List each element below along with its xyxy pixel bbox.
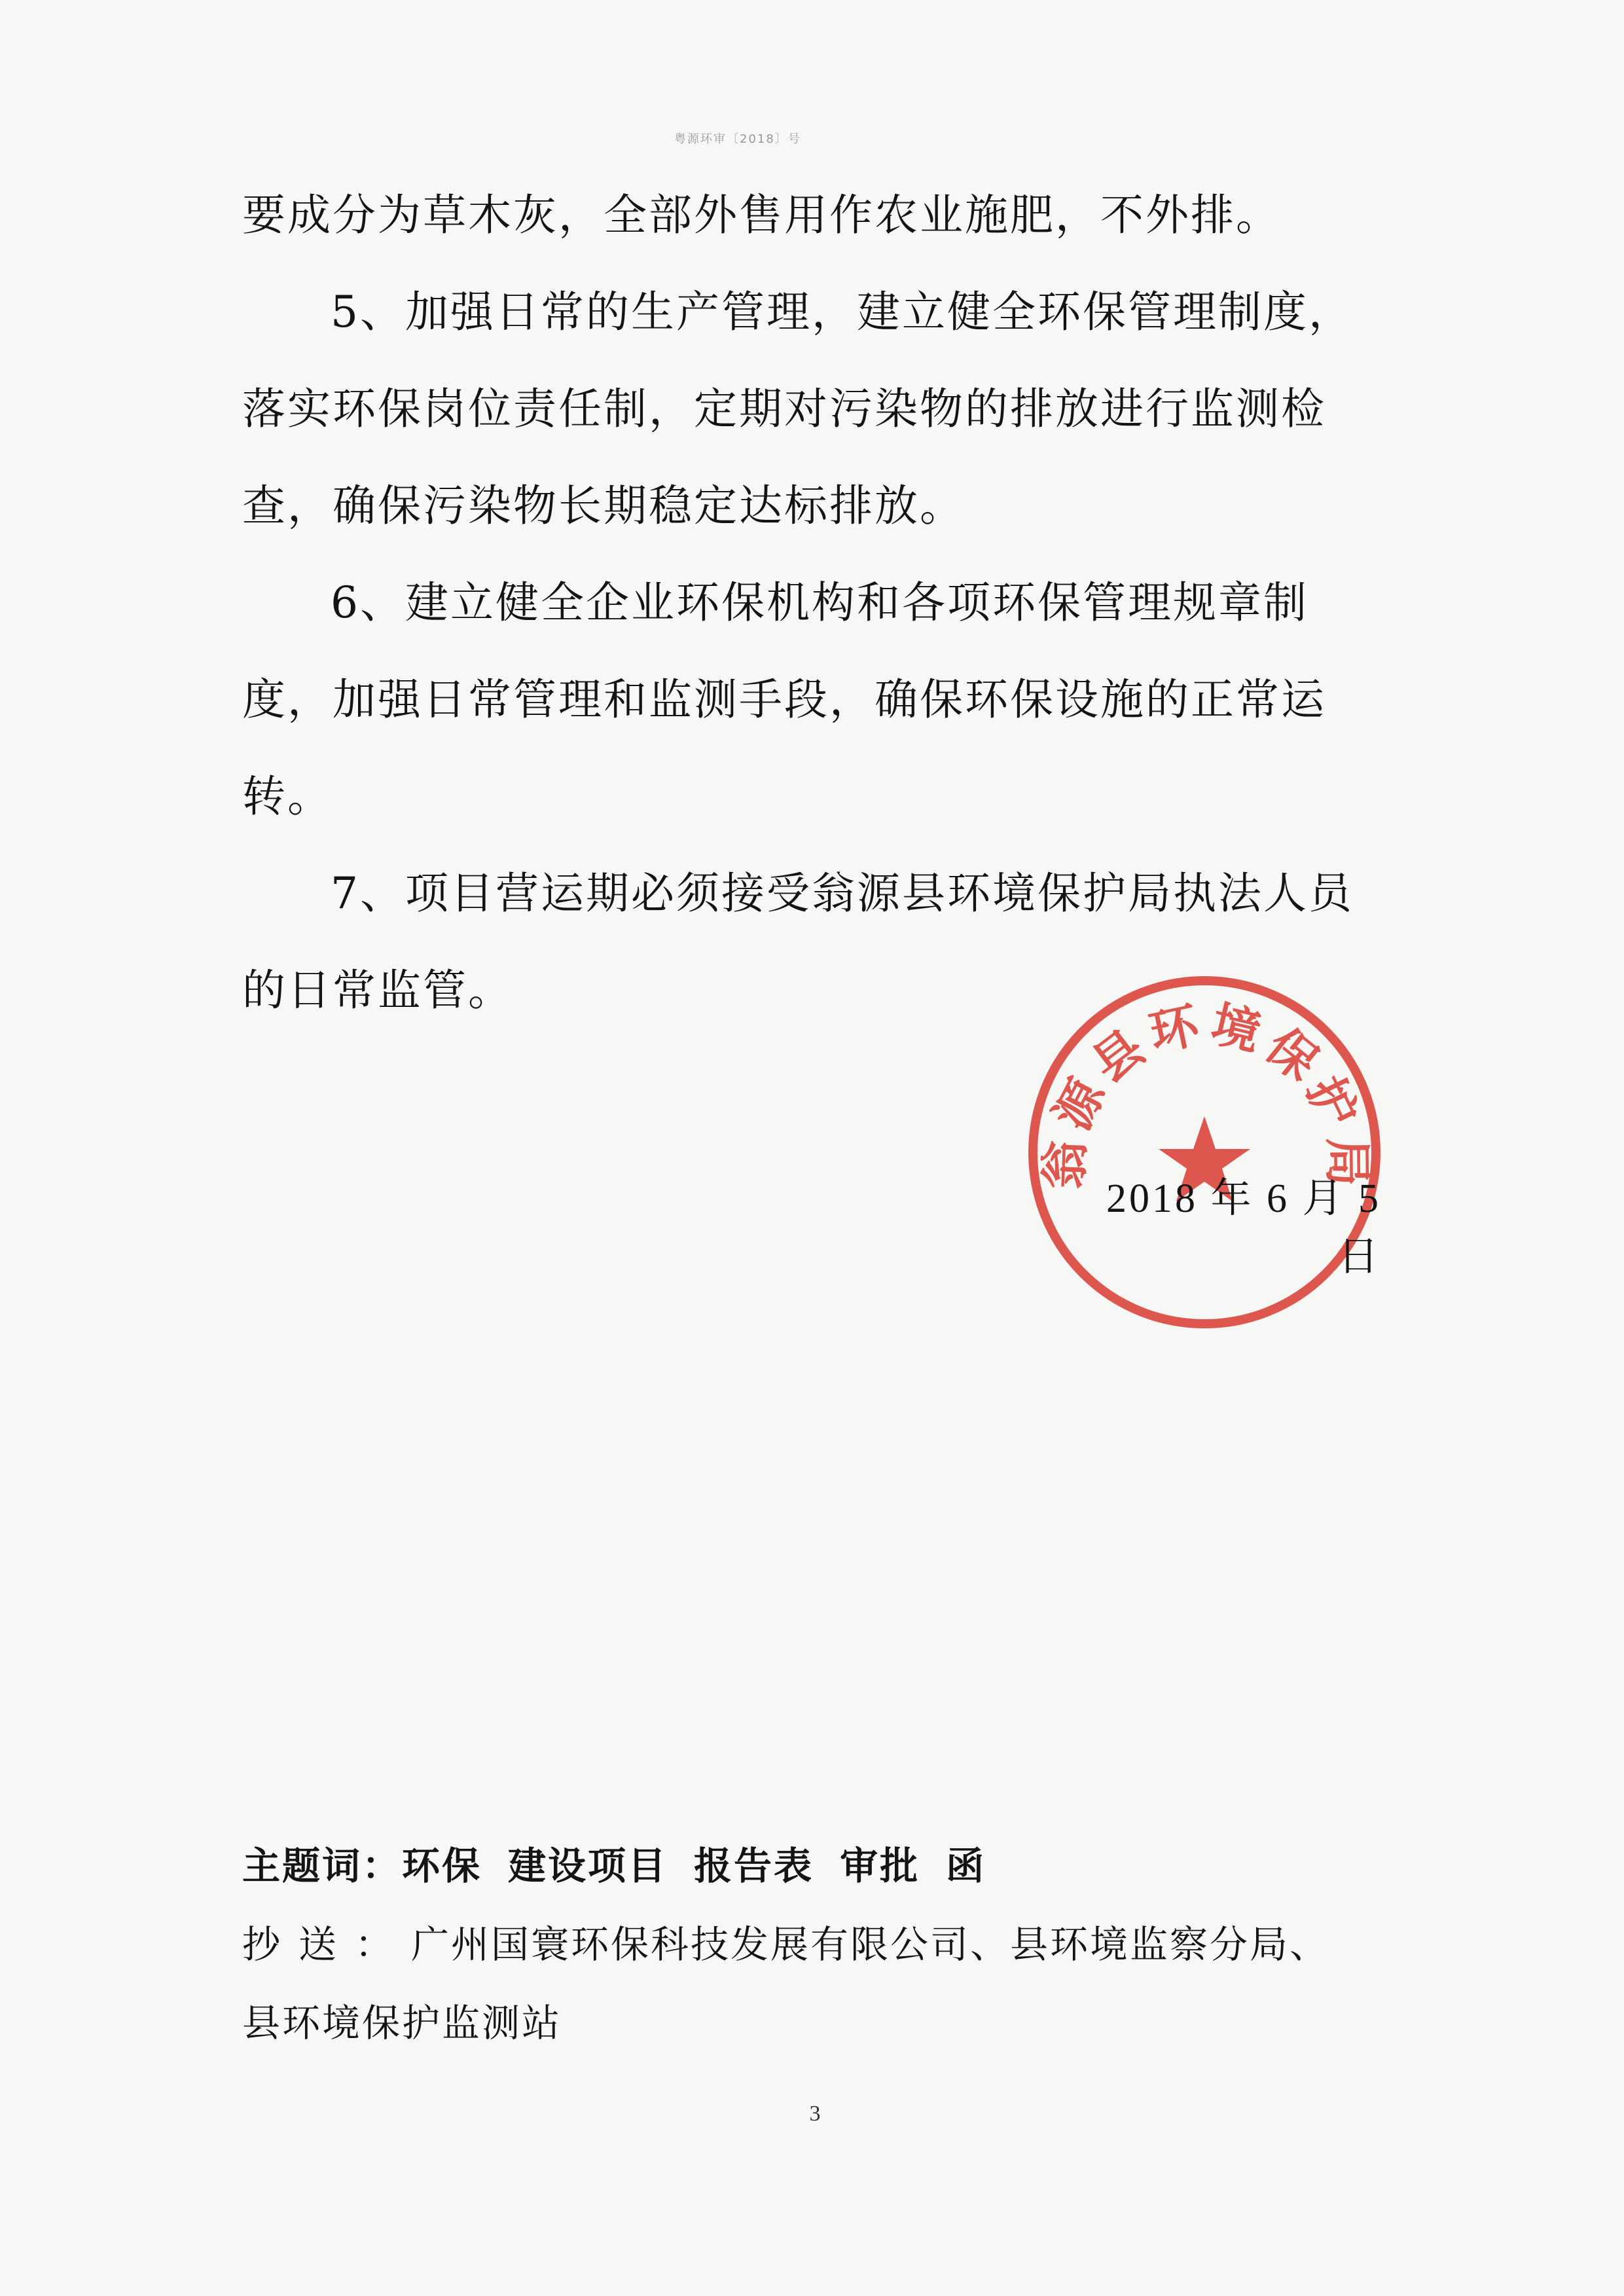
cc-label: 抄送： [242, 1922, 412, 1967]
faint-header-mark: 粤源环审〔2018〕号 [674, 132, 801, 146]
keyword-item: 函 [946, 1844, 986, 1888]
paragraph-4: 7、项目营运期必须接受翁源县环境保护局执法人员的日常监管。 [242, 868, 1354, 1015]
cc-block [242, 1905, 1388, 2062]
issue-date: 2018 年 6 月 5 日 [1106, 1176, 1381, 1279]
paragraph-2: 5、加强日常的生产管理，建立健全环保管理制度，落实环保岗位责任制，定期对污染物的排放进行监测检查，确保污染物长期稳定达标排放。 [242, 287, 1354, 531]
keyword-item: 建设项目 [508, 1844, 668, 1888]
keywords-label: 主题词： [242, 1844, 403, 1888]
keywords-line [242, 1833, 1388, 1899]
keyword-item: 环保 [402, 1844, 482, 1888]
cc-recipients-2: 县环境保护监测站 [242, 2001, 562, 2045]
footer-block [242, 1833, 1388, 2062]
body-text [242, 167, 1381, 1039]
seal-text: 翁源县环境保护局 [1036, 995, 1376, 1194]
keyword-item: 报告表 [694, 1844, 814, 1888]
cc-recipients-1: 广州国寰环保科技发展有限公司、县环境监察分局、 [411, 1922, 1330, 1967]
paragraph-1: 要成分为草木灰，全部外售用作农业施肥，不外排。 [242, 190, 1281, 240]
paragraph-3: 6、建立健全企业环保机构和各项环保管理规章制度，加强日常管理和监测手段，确保环保设施的正常运转。 [242, 577, 1326, 822]
cc-line-1 [242, 1905, 1388, 1984]
page-number: 3 [809, 2102, 821, 2126]
keyword-item: 审批 [840, 1844, 920, 1888]
